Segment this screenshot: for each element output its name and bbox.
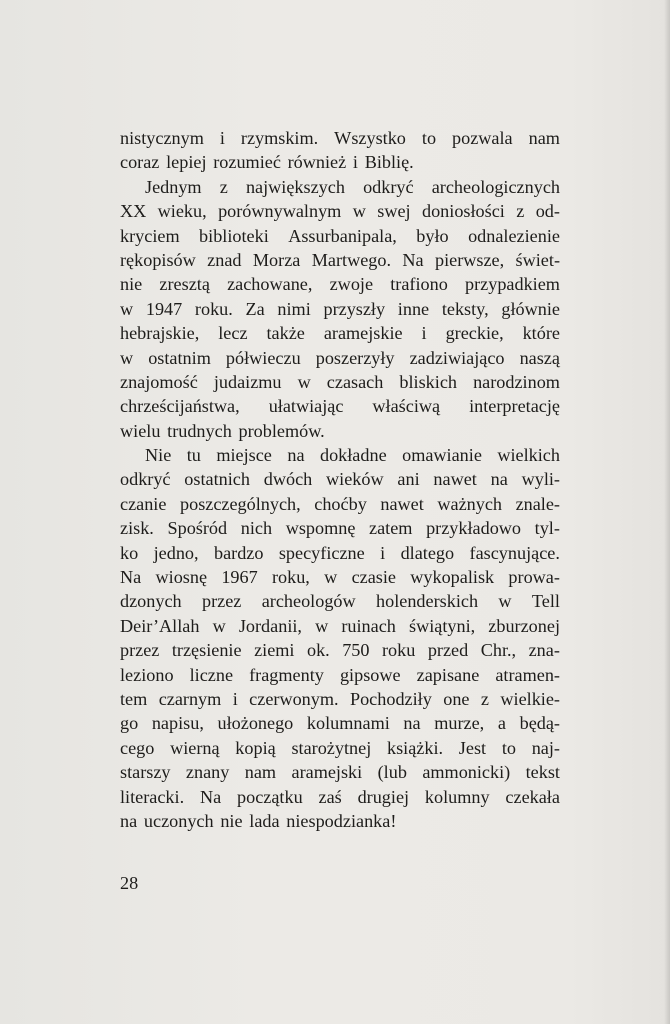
page-edge-shadow — [664, 0, 670, 1024]
text-line: przez trzęsienie ziemi ok. 750 roku przed Chr., zna- — [120, 640, 560, 661]
text-line: znajomość judaizmu w czasach bliskich narodzinom — [120, 371, 560, 392]
text-line: hebrajskie, lecz także aramejskie i greckie, które — [120, 323, 560, 344]
text-line: kryciem biblioteki Assurbanipala, było odnalezienie — [120, 225, 560, 246]
text-line: Nie tu miejsce na dokładne omawianie wielkich — [145, 445, 560, 466]
text-line: leziono liczne fragmenty gipsowe zapisane atramen- — [120, 664, 560, 685]
text-line: Jednym z największych odkryć archeologicznych — [145, 176, 560, 197]
page-number: 28 — [120, 873, 139, 893]
text-line: literacki. Na początku zaś drugiej kolumny czekała — [120, 786, 560, 807]
text-line: chrześcijaństwa, ułatwiając właściwą interpretację — [120, 396, 560, 417]
text-line: ko jedno, bardzo specyficzne i dlatego fascynujące. — [120, 542, 560, 563]
text-line: rękopisów znad Morza Martwego. Na pierwsze, świet- — [120, 249, 560, 270]
text-line: coraz lepiej rozumieć również i Biblię. — [120, 152, 414, 173]
text-line: w ostatnim półwieczu poszerzyły zadziwiająco naszą — [120, 347, 560, 368]
text-line: w 1947 roku. Za nimi przyszły inne teksty, głównie — [120, 298, 560, 319]
text-line: zisk. Spośród nich wspomnę zatem przykładowo tyl- — [120, 518, 560, 539]
text-line: czanie poszczególnych, choćby nawet ważnych znale- — [120, 493, 560, 514]
text-line: dzonych przez archeologów holenderskich w Tell — [120, 591, 560, 612]
text-line: odkryć ostatnich dwóch wieków ani nawet na wyli- — [120, 469, 560, 490]
text-line: starszy znany nam aramejski (lub ammonicki) tekst — [120, 762, 560, 783]
text-line: Na wiosnę 1967 roku, w czasie wykopalisk prowa- — [120, 567, 560, 588]
text-line: tem czarnym i czerwonym. Pochodziły one z wielkie- — [120, 688, 560, 709]
text-line: Deir’Allah w Jordanii, w ruinach świątyni, zburzonej — [120, 615, 560, 636]
text-line: nistycznym i rzymskim. Wszystko to pozwala nam — [120, 128, 560, 148]
body-text — [120, 126, 560, 833]
text-line: go napisu, ułożonego kolumnami na murze, a będą- — [120, 713, 560, 734]
text-line: na uczonych nie lada niespodzianka! — [120, 810, 397, 831]
text-line: XX wieku, porównywalnym w swej doniosłości z od- — [120, 201, 560, 222]
text-line: cego wierną kopią starożytnej książki. Jest to naj- — [120, 737, 560, 758]
text-line: nie zresztą zachowane, zwoje trafiono przypadkiem — [120, 274, 560, 295]
text-line: wielu trudnych problemów. — [120, 420, 325, 441]
